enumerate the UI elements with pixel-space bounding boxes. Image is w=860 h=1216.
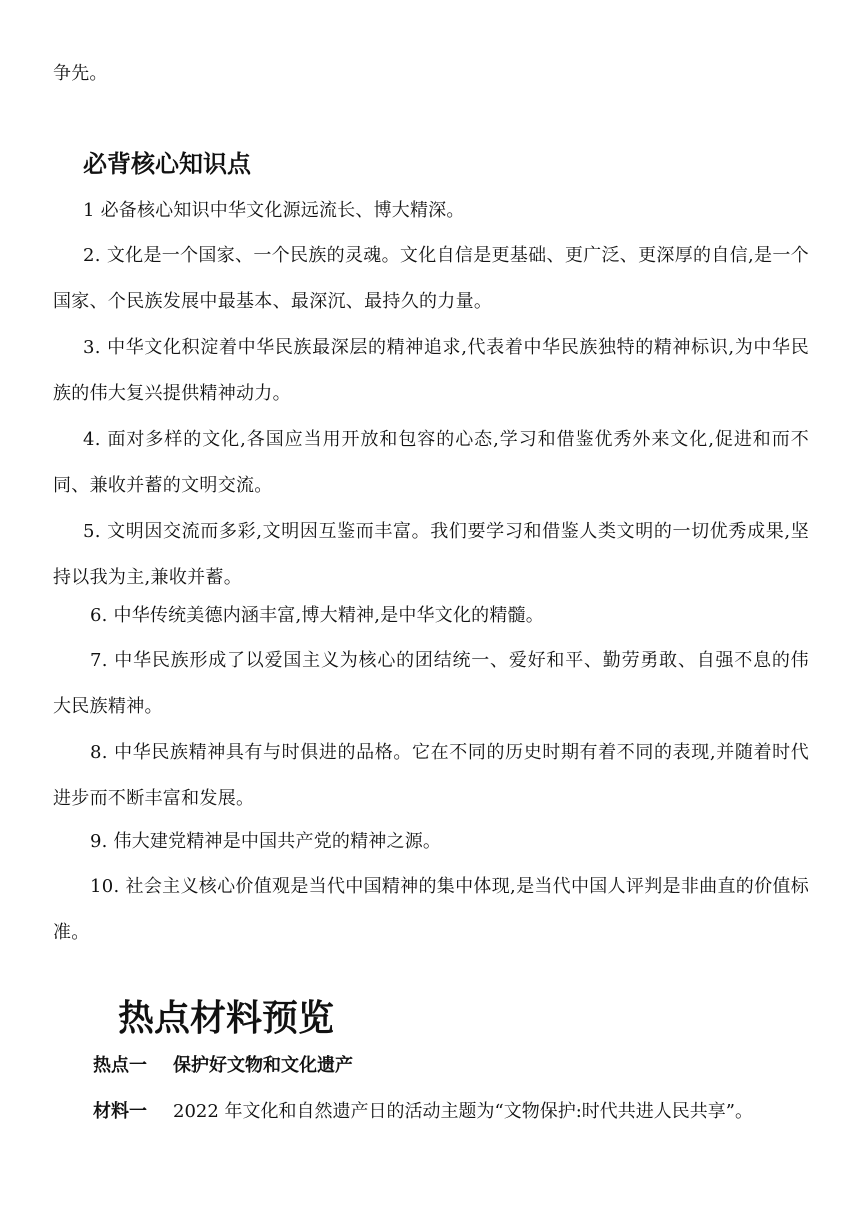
point-6: 6. 中华传统美德内涵丰富,博大精神,是中华文化的精髓。 [90, 605, 544, 626]
intro-tail-text: 争先。 [53, 63, 108, 84]
hot-materials-heading: 热点材料预览 [118, 998, 335, 1039]
point-5: 5. 文明因交流而多彩,文明因互鉴而丰富。我们要学习和借鉴人类文明的一切优秀成果,坚持以我为主,兼收并蓄。 [53, 521, 809, 588]
hot-topic-row [93, 1054, 353, 1078]
hot-topic-title: 保护好文物和文化遗产 [173, 1055, 353, 1076]
material-row [93, 1100, 753, 1124]
hot-topic-label: 热点一 [93, 1055, 147, 1076]
point-1: 1 必备核心知识中华文化源远流长、博大精深。 [83, 200, 465, 221]
material-text: 2022 年文化和自然遗产日的活动主题为“文物保护:时代共进人民共享”。 [173, 1101, 753, 1122]
point-7: 7. 中华民族形成了以爱国主义为核心的团结统一、爱好和平、勤劳勇敢、自强不息的伟大民族精神。 [53, 650, 809, 717]
point-4: 4. 面对多样的文化,各国应当用开放和包容的心态,学习和借鉴优秀外来文化,促进和而不同、兼收并蓄的文明交流。 [53, 429, 809, 496]
material-label: 材料一 [93, 1101, 147, 1122]
knowledge-heading: 必背核心知识点 [83, 150, 251, 178]
point-8: 8. 中华民族精神具有与时俱进的品格。它在不同的历史时期有着不同的表现,并随着时代进步而不断丰富和发展。 [53, 742, 809, 809]
point-3: 3. 中华文化积淀着中华民族最深层的精神追求,代表着中华民族独特的精神标识,为中华民族的伟大复兴提供精神动力。 [53, 337, 809, 404]
point-9: 9. 伟大建党精神是中国共产党的精神之源。 [90, 831, 442, 852]
point-2: 2. 文化是一个国家、一个民族的灵魂。文化自信是更基础、更广泛、更深厚的自信,是一个国家、个民族发展中最基本、最深沉、最持久的力量。 [53, 245, 809, 312]
point-10: 10. 社会主义核心价值观是当代中国精神的集中体现,是当代中国人评判是非曲直的价值标准。 [53, 876, 809, 943]
